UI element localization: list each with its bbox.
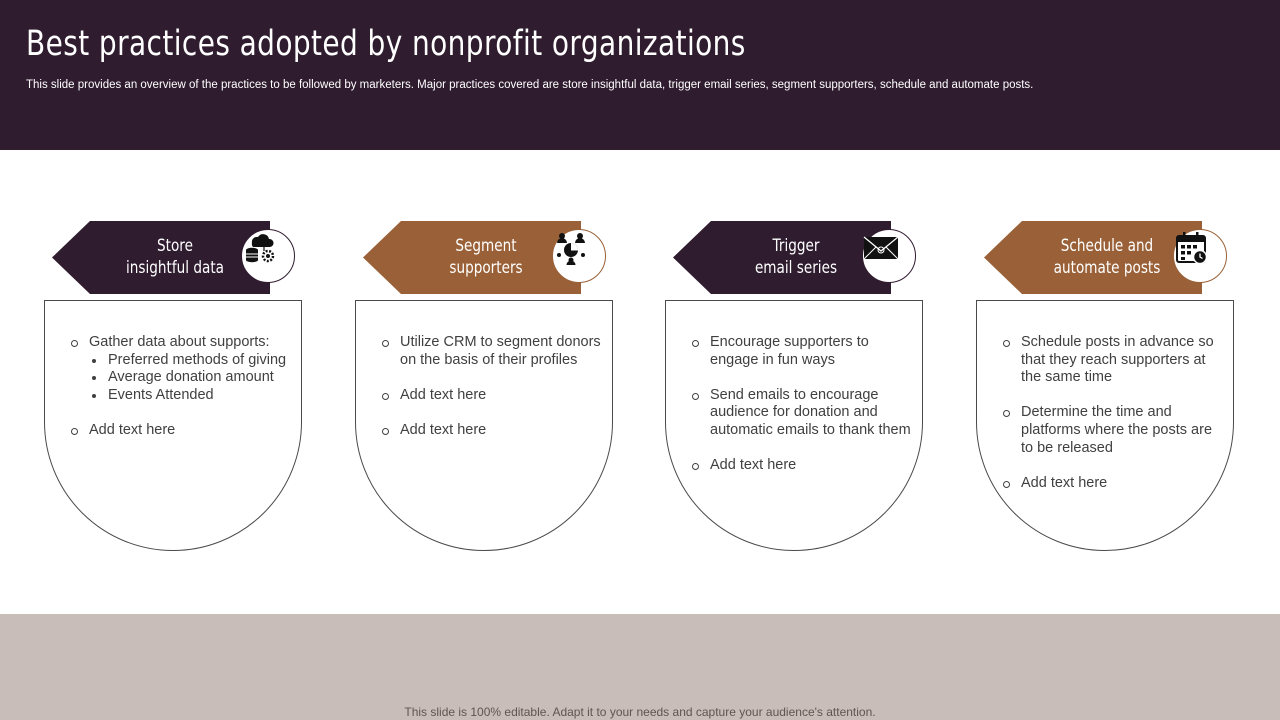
banner-label-line: automate posts: [1053, 258, 1161, 278]
cloud-database-icon: [241, 229, 295, 283]
list-item: Add text here: [400, 422, 604, 440]
practice-card-store-data: [44, 300, 302, 551]
practice-list: [89, 334, 293, 457]
list-item: [89, 334, 293, 404]
banner-schedule: [984, 221, 1242, 294]
banner-label: [426, 235, 546, 279]
list-item: Determine the time and platforms where the posts are to be released: [1021, 404, 1225, 457]
banner-label-line: insightful data: [126, 258, 224, 278]
practice-list: [710, 334, 914, 492]
calendar-schedule-icon: [1173, 229, 1227, 283]
list-item: Utilize CRM to segment donors on the basis of their profiles: [400, 334, 604, 369]
footer-note: This slide is 100% editable. Adapt it to your needs and capture your audience's attention.: [404, 705, 876, 719]
banner-segment: [363, 221, 621, 294]
practice-list: [400, 334, 604, 457]
list-item: Add text here: [89, 422, 293, 440]
banner-label-line: Store: [157, 236, 193, 256]
banner-label-line: Segment: [455, 236, 517, 256]
banner-store-data: [52, 221, 310, 294]
practice-card-segment: [355, 300, 613, 551]
list-item: Add text here: [1021, 475, 1225, 493]
banner-email: [673, 221, 931, 294]
sub-list: [108, 352, 293, 405]
page-title: Best practices adopted by nonprofit organizations: [26, 24, 746, 64]
list-item: Encourage supporters to engage in fun ways: [710, 334, 914, 369]
banner-label-line: supporters: [449, 258, 523, 278]
practice-card-schedule: [976, 300, 1234, 551]
list-item: Add text here: [400, 387, 604, 405]
list-item-text: Gather data about supports:: [89, 334, 270, 350]
banner-label-line: email series: [754, 258, 838, 278]
sub-list-item: Events Attended: [108, 387, 293, 405]
envelope-icon: [862, 229, 916, 283]
banner-label: [736, 235, 856, 279]
banner-label-line: Schedule and: [1060, 236, 1154, 256]
sub-list-item: Average donation amount: [108, 369, 293, 387]
title-bar: [0, 0, 1280, 150]
list-item: Add text here: [710, 457, 914, 475]
list-item: Schedule posts in advance so that they reach supporters at the same time: [1021, 334, 1225, 387]
list-item: Send emails to encourage audience for donation and automatic emails to thank them: [710, 387, 914, 440]
banner-label: [115, 235, 235, 279]
audience-segment-icon: [552, 229, 606, 283]
sub-list-item: Preferred methods of giving: [108, 352, 293, 370]
banner-label-line: Trigger: [772, 236, 820, 256]
practice-card-email: [665, 300, 923, 551]
banner-label: [1047, 235, 1167, 279]
page-subtitle: This slide provides an overview of the practices to be followed by marketers. Major practices covered are store insightful data, trigger email series, segment supporters, schedule and automate posts.: [26, 79, 1034, 91]
practice-list: [1021, 334, 1225, 510]
